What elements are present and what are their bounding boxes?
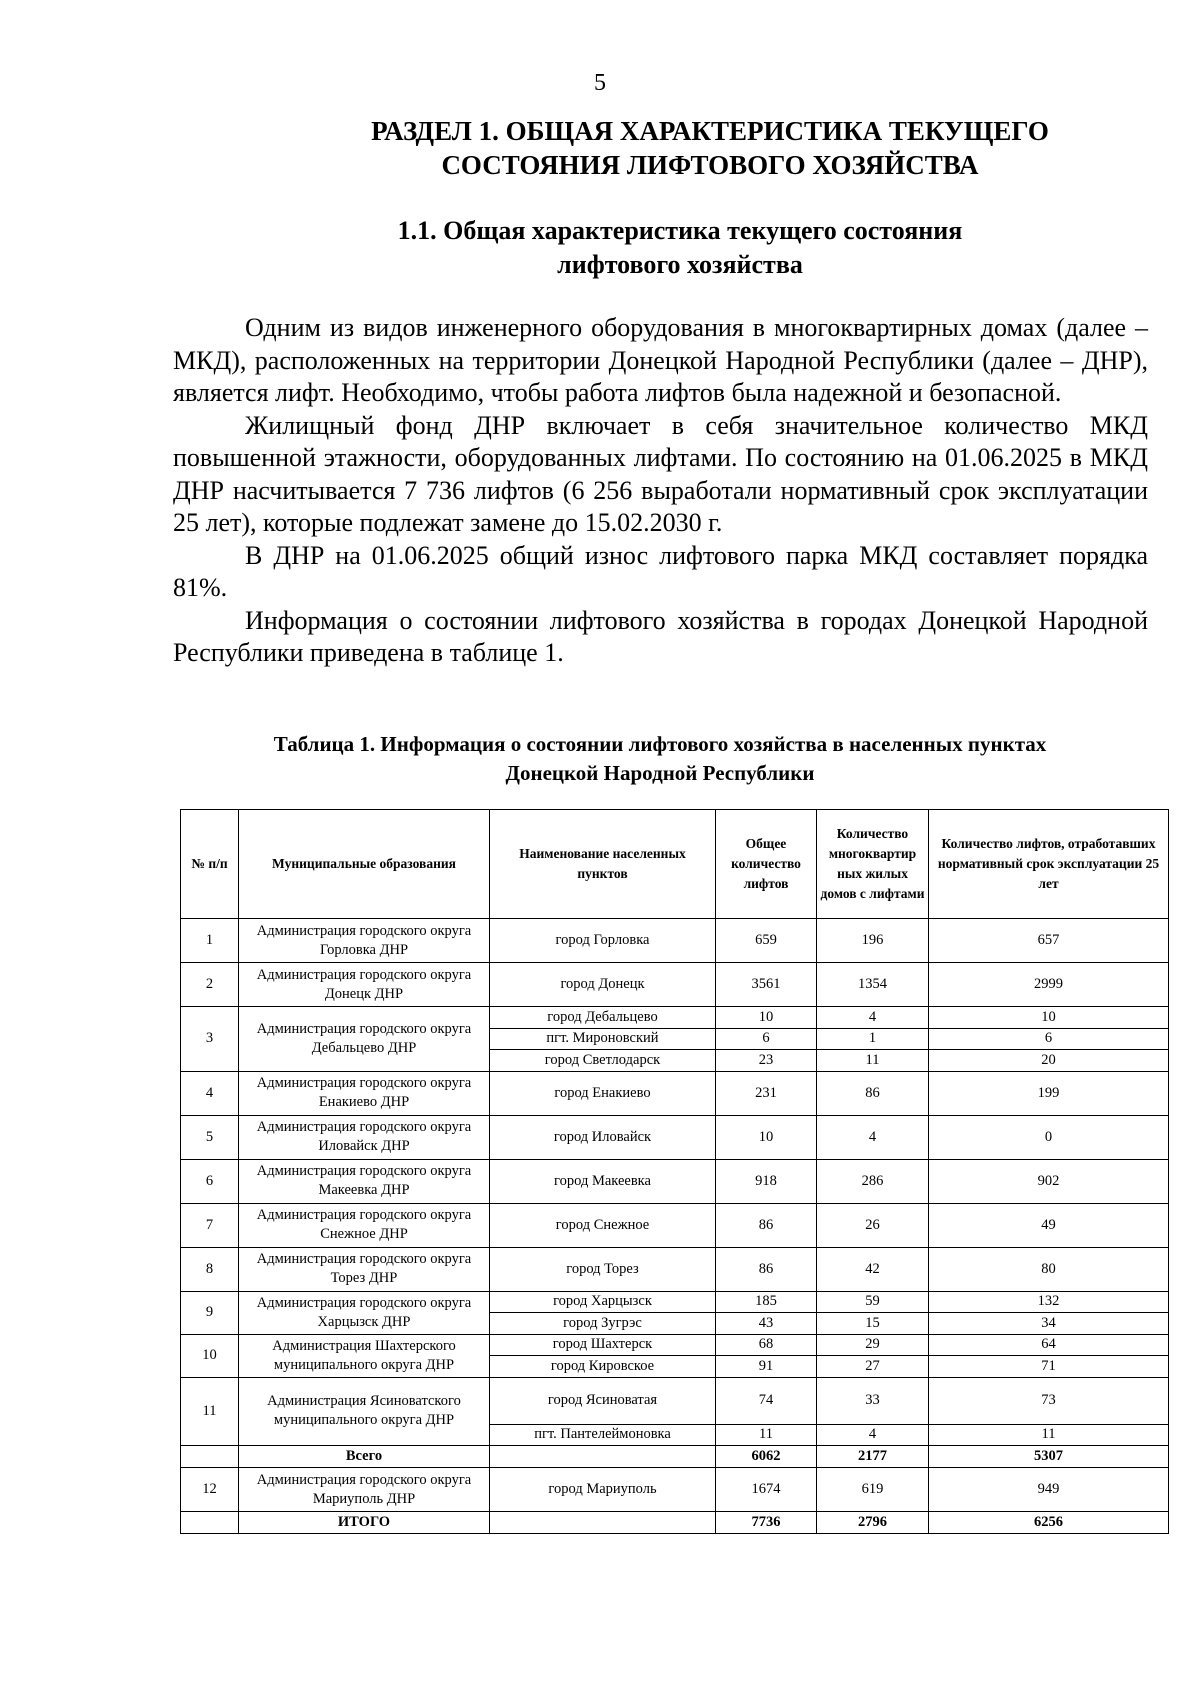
cell-locality: город Горловка: [490, 919, 716, 963]
paragraph: Жилищный фонд ДНР включает в себя значительное количество МКД повышенной этажности, оборудованных лифтами. По состоянию на 01.06.2025 в МКД ДНР насчитывается 7 736 лифтов (6 256 выработали нормативный срок эксплуатации 25 лет), которые подлежат замене до 15.02.2030 г.: [173, 410, 1148, 537]
cell-expired: 0: [929, 1115, 1169, 1159]
cell-total: 6: [716, 1028, 817, 1050]
cell-municipality: Администрация городского округа Енакиево ДНР: [239, 1071, 490, 1115]
cell-num: 2: [181, 963, 239, 1007]
cell-locality: город Дебальцево: [490, 1007, 716, 1029]
cell-expired: 20: [929, 1050, 1169, 1072]
section-title-line: РАЗДЕЛ 1. ОБЩАЯ ХАРАКТЕРИСТИКА ТЕКУЩЕГО: [371, 116, 1049, 146]
cell-locality: город Снежное: [490, 1203, 716, 1247]
cell-total: 185: [716, 1291, 817, 1313]
cell-total: 91: [716, 1356, 817, 1378]
paragraph: Информация о состоянии лифтового хозяйства в городах Донецкой Народной Республики приведена в таблице 1.: [173, 605, 1148, 667]
cell-houses: 42: [817, 1247, 929, 1291]
cell-municipality: Администрация городского округа Макеевка ДНР: [239, 1159, 490, 1203]
subtotal-expired: 5307: [929, 1446, 1169, 1468]
cell-total: 86: [716, 1203, 817, 1247]
cell-total: 68: [716, 1334, 817, 1356]
header-locality: Наименование населенных пунктов: [490, 810, 716, 919]
cell-houses: 33: [817, 1377, 929, 1424]
cell-total: 43: [716, 1313, 817, 1335]
cell-houses: 26: [817, 1203, 929, 1247]
cell-expired: 949: [929, 1468, 1169, 1512]
cell-houses: 4: [817, 1007, 929, 1029]
cell-houses: 286: [817, 1159, 929, 1203]
cell-locality: город Донецк: [490, 963, 716, 1007]
cell-num: [181, 1512, 239, 1534]
subtotal-label: Всего: [239, 1446, 490, 1468]
cell-total: 3561: [716, 963, 817, 1007]
cell-houses: 619: [817, 1468, 929, 1512]
cell-num: 3: [181, 1007, 239, 1072]
table-row: [181, 1247, 1169, 1291]
table-row: [181, 1468, 1169, 1512]
cell-locality: город Кировское: [490, 1356, 716, 1378]
grand-total-label: ИТОГО: [239, 1512, 490, 1534]
cell-municipality: Администрация Шахтерского муниципального округа ДНР: [239, 1334, 490, 1377]
cell-locality: город Енакиево: [490, 1071, 716, 1115]
cell-houses: 29: [817, 1334, 929, 1356]
subtotal-houses: 2177: [817, 1446, 929, 1468]
cell-municipality: Администрация городского округа Донецк ДНР: [239, 963, 490, 1007]
cell-expired: 6: [929, 1028, 1169, 1050]
table-caption-line: Донецкой Народной Республики: [505, 761, 815, 785]
cell-locality: город Харцызск: [490, 1291, 716, 1313]
header-num: № п/п: [181, 810, 239, 919]
cell-expired: 902: [929, 1159, 1169, 1203]
cell-locality: [490, 1446, 716, 1468]
cell-num: 6: [181, 1159, 239, 1203]
cell-total: 86: [716, 1247, 817, 1291]
cell-houses: 86: [817, 1071, 929, 1115]
table-header-row: [181, 810, 1169, 919]
cell-houses: 59: [817, 1291, 929, 1313]
cell-expired: 64: [929, 1334, 1169, 1356]
cell-municipality: Администрация городского округа Мариуполь ДНР: [239, 1468, 490, 1512]
lift-table: [180, 809, 1169, 1534]
cell-expired: 2999: [929, 963, 1169, 1007]
cell-locality: пгт. Пантелеймоновка: [490, 1424, 716, 1446]
cell-municipality: Администрация городского округа Иловайск ДНР: [239, 1115, 490, 1159]
cell-locality: пгт. Мироновский: [490, 1028, 716, 1050]
table-row: [181, 1203, 1169, 1247]
cell-expired: 11: [929, 1424, 1169, 1446]
table-row: [181, 1334, 1169, 1356]
cell-municipality: Администрация городского округа Снежное ДНР: [239, 1203, 490, 1247]
cell-num: 1: [181, 919, 239, 963]
cell-locality: город Иловайск: [490, 1115, 716, 1159]
table-row: [181, 919, 1169, 963]
table-caption-line: Таблица 1. Информация о состоянии лифтового хозяйства в населенных пунктах: [273, 732, 1047, 756]
cell-num: 9: [181, 1291, 239, 1334]
table-row: [181, 1007, 1169, 1029]
cell-locality: город Мариуполь: [490, 1468, 716, 1512]
cell-houses: 27: [817, 1356, 929, 1378]
cell-expired: 49: [929, 1203, 1169, 1247]
cell-expired: 657: [929, 919, 1169, 963]
header-municipality: Муниципальные образования: [239, 810, 490, 919]
cell-expired: 34: [929, 1313, 1169, 1335]
section-title-line: СОСТОЯНИЯ ЛИФТОВОГО ХОЗЯЙСТВА: [441, 150, 979, 180]
cell-total: 23: [716, 1050, 817, 1072]
cell-expired: 10: [929, 1007, 1169, 1029]
table-row: [181, 963, 1169, 1007]
cell-num: 4: [181, 1071, 239, 1115]
header-houses: Количество многоквартир ных жилых домов с лифтами: [817, 810, 929, 919]
cell-expired: 73: [929, 1377, 1169, 1424]
cell-total: 10: [716, 1115, 817, 1159]
cell-total: 1674: [716, 1468, 817, 1512]
cell-total: 659: [716, 919, 817, 963]
table-caption: [180, 730, 1140, 788]
page-number: 5: [594, 70, 606, 96]
cell-expired: 199: [929, 1071, 1169, 1115]
grand-total-total: 7736: [716, 1512, 817, 1534]
section-title: [160, 114, 1200, 182]
cell-num: 11: [181, 1377, 239, 1446]
cell-expired: 80: [929, 1247, 1169, 1291]
cell-total: 11: [716, 1424, 817, 1446]
cell-num: 8: [181, 1247, 239, 1291]
cell-municipality: Администрация городского округа Дебальцево ДНР: [239, 1007, 490, 1072]
header-expired-lifts: Количество лифтов, отработавших нормативный срок эксплуатации 25 лет: [929, 810, 1169, 919]
subsection-title-line: 1.1. Общая характеристика текущего состояния: [397, 216, 963, 245]
table-row: [181, 1115, 1169, 1159]
cell-houses: 4: [817, 1424, 929, 1446]
cell-num: 10: [181, 1334, 239, 1377]
cell-municipality: Администрация городского округа Горловка ДНР: [239, 919, 490, 963]
paragraph: Одним из видов инженерного оборудования в многоквартирных домах (далее – МКД), расположенных на территории Донецкой Народной Республики (далее – ДНР), является лифт. Необходимо, чтобы работа лифтов была надежной и безопасной.: [173, 313, 1148, 407]
grand-total-expired: 6256: [929, 1512, 1169, 1534]
cell-locality: город Макеевка: [490, 1159, 716, 1203]
cell-houses: 15: [817, 1313, 929, 1335]
cell-total: 74: [716, 1377, 817, 1424]
cell-expired: 71: [929, 1356, 1169, 1378]
cell-houses: 1354: [817, 963, 929, 1007]
grand-total-houses: 2796: [817, 1512, 929, 1534]
subtotal-total: 6062: [716, 1446, 817, 1468]
cell-municipality: Администрация городского округа Торез ДНР: [239, 1247, 490, 1291]
cell-locality: город Зугрэс: [490, 1313, 716, 1335]
paragraph: В ДНР на 01.06.2025 общий износ лифтового парка МКД составляет порядка 81%.: [173, 540, 1148, 602]
cell-houses: 11: [817, 1050, 929, 1072]
subtotal-row: [181, 1446, 1169, 1468]
cell-locality: город Торез: [490, 1247, 716, 1291]
table-row: [181, 1291, 1169, 1313]
subsection-title-line: лифтового хозяйства: [557, 250, 803, 279]
cell-expired: 132: [929, 1291, 1169, 1313]
header-total-lifts: Общее количество лифтов: [716, 810, 817, 919]
cell-num: 5: [181, 1115, 239, 1159]
cell-locality: город Светлодарск: [490, 1050, 716, 1072]
cell-locality: город Ясиноватая: [490, 1377, 716, 1424]
table-row: [181, 1377, 1169, 1424]
cell-municipality: Администрация городского округа Харцызск ДНР: [239, 1291, 490, 1334]
body-text: [173, 312, 1148, 670]
cell-houses: 196: [817, 919, 929, 963]
table-row: [181, 1159, 1169, 1203]
subsection-title: [160, 214, 1200, 282]
cell-houses: 4: [817, 1115, 929, 1159]
cell-num: 7: [181, 1203, 239, 1247]
cell-locality: город Шахтерск: [490, 1334, 716, 1356]
cell-total: 231: [716, 1071, 817, 1115]
cell-houses: 1: [817, 1028, 929, 1050]
cell-locality: [490, 1512, 716, 1534]
table-row: [181, 1071, 1169, 1115]
cell-num: [181, 1446, 239, 1468]
cell-num: 12: [181, 1468, 239, 1512]
cell-total: 918: [716, 1159, 817, 1203]
grand-total-row: [181, 1512, 1169, 1534]
cell-municipality: Администрация Ясиноватского муниципального округа ДНР: [239, 1377, 490, 1446]
cell-total: 10: [716, 1007, 817, 1029]
